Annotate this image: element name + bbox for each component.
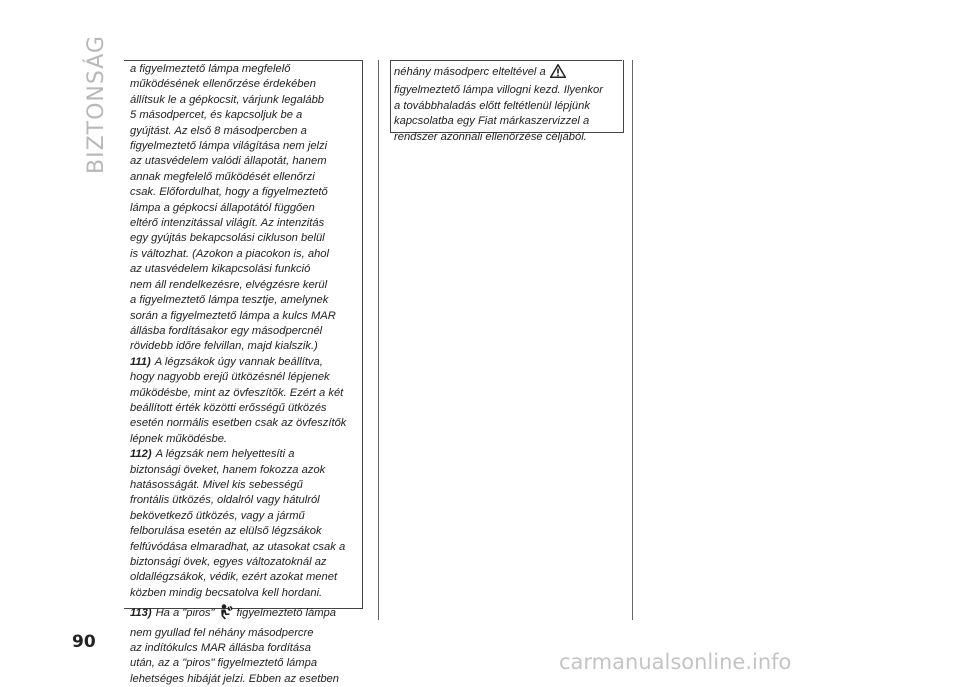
note-first-line	[130, 447, 346, 462]
note-first-line	[130, 355, 346, 370]
text-line: biztonsági övek, egyes változatoknál az	[130, 556, 327, 568]
text-segment: néhány másodperc elteltével a	[394, 66, 546, 78]
text-line: felborulása esetén az elülső légzsákok	[130, 525, 322, 538]
text-line: biztonsági öveket, hanem fokozza azok	[130, 463, 326, 476]
column-divider-left	[378, 60, 379, 620]
left-column-text	[130, 62, 346, 687]
text-line: közben mindig becsatolva kell hordani.	[130, 586, 323, 599]
intro-paragraph	[130, 62, 346, 355]
text-line: rendszer azonnali ellenőrzése céljából.	[394, 130, 587, 143]
text-line: az utasvédelem kikapcsolási funkció	[130, 263, 311, 276]
text-line: működésének ellenőrzése érdekében	[130, 78, 316, 91]
text-line: gyújtást. Az első 8 másodpercben a	[130, 124, 307, 137]
note-112	[130, 447, 346, 601]
note-number: 112)	[130, 448, 152, 461]
text-line: eltérő intenzitással világít. Az intenzitás	[130, 217, 325, 230]
text-line: az utasvédelem valódi állapotát, hanem	[130, 155, 327, 168]
text-line: lehetséges hibáját jelzi. Ebben az esetben	[130, 672, 339, 685]
text-line: kapcsolatba egy Fiat márkaszervizzel a	[394, 115, 590, 128]
text-line: a továbbhaladás előtt feltétlenül lépjünk	[394, 99, 590, 112]
text-line: során a figyelmeztető lámpa a kulcs MAR	[130, 309, 336, 322]
text-line: egy gyújtás bekapcsolási cikluson belül	[130, 232, 325, 245]
text-line: hogy nagyobb erejű ütközésnél lépjenek	[130, 371, 330, 384]
warning-triangle-icon	[550, 64, 566, 83]
text-line: csak. Előfordulhat, hogy a figyelmeztető	[130, 186, 328, 199]
text-line: 5 másodpercet, és kapcsoljuk be a	[130, 109, 303, 122]
text-line: a figyelmeztető lámpa tesztje, amelynek	[130, 294, 329, 307]
text-line: állítsuk le a gépkocsit, várjunk legalább	[130, 93, 325, 106]
text-line: esetén normális esetben csak az övfeszítők	[130, 417, 347, 430]
note-111	[130, 355, 346, 447]
column-divider-right	[632, 60, 633, 620]
text-line: figyelmeztető lámpa világítása nem jelzi	[130, 140, 328, 153]
text-line: rövidebb időre felvillan, majd kialszik.)	[130, 340, 318, 353]
text-line: oldallégzsákok, védik, ezért azokat menet	[130, 571, 338, 584]
note-text: figyelmeztető lámpa	[236, 607, 336, 620]
text-line: is változhat. (Azokon a piacokon is, ahol	[130, 247, 329, 260]
text-line: bekövetkező ütközés, vagy a jármű	[130, 509, 305, 522]
text-line	[394, 64, 603, 83]
text-line: hatásosságát. Mivel kis sebességű	[130, 478, 303, 491]
note-113	[130, 604, 346, 687]
page-number: 90	[72, 632, 96, 652]
text-line: lámpa a gépkocsi állapotától függően	[130, 201, 315, 214]
text-line: figyelmeztető lámpa villogni kezd. Ilyenkor	[394, 84, 603, 97]
text-line: annak megfelelő működését ellenőrzi	[130, 170, 315, 183]
text-line: beállított érték közötti erősségű ütközés	[130, 401, 327, 414]
text-line: a figyelmeztető lámpa megfelelő	[130, 63, 291, 75]
note-text: A légzsákok úgy vannak beállítva,	[154, 355, 323, 368]
text-line: felfúvódása elmaradhat, az utasokat csak a	[130, 540, 346, 553]
text-line: az indítókulcs MAR állásba fordítása	[130, 642, 311, 655]
airbag-warning-icon	[219, 604, 233, 625]
watermark: carmanualsonline.info	[559, 650, 792, 674]
note-text: A légzsák nem helyettesíti a	[155, 448, 295, 461]
right-column-text	[394, 64, 603, 145]
text-line: állásba fordításakor egy másodpercnél	[130, 324, 323, 337]
note-number: 113)	[130, 607, 152, 620]
text-line: lépnek működésbe.	[130, 432, 228, 445]
text-line: nem áll rendelkezésre, elvégzésre kerül	[130, 278, 328, 291]
text-line: után, az a "piros" figyelmeztető lámpa	[130, 657, 318, 670]
text-line: nem gyullad fel néhány másodpercre	[130, 626, 314, 639]
note-number: 111)	[130, 355, 151, 368]
note-text: Ha a "piros"	[155, 607, 215, 620]
text-line: frontális ütközés, oldalról vagy hátulról	[130, 494, 320, 507]
text-line: működésbe, mint az övfeszítők. Ezért a két	[130, 386, 344, 399]
note-first-line	[130, 604, 346, 625]
section-title: BIZTONSÁG	[84, 35, 109, 174]
